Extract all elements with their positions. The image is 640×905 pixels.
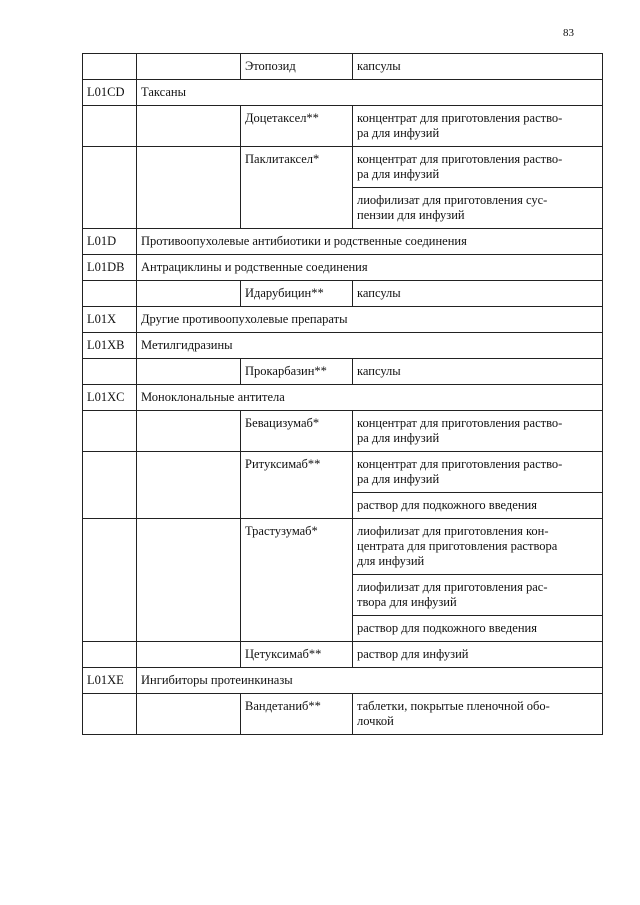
code-cell bbox=[83, 281, 137, 307]
code-cell bbox=[83, 519, 137, 642]
drug-name: Идарубицин** bbox=[241, 281, 353, 307]
group-cell bbox=[137, 519, 241, 642]
code-cell bbox=[83, 54, 137, 80]
group-cell bbox=[137, 642, 241, 668]
drug-name: Прокарбазин** bbox=[241, 359, 353, 385]
atc-code: L01DB bbox=[83, 255, 137, 281]
drug-name: Ритуксимаб** bbox=[241, 452, 353, 519]
drug-name: Этопозид bbox=[241, 54, 353, 80]
group-cell bbox=[137, 147, 241, 229]
atc-code: L01XE bbox=[83, 668, 137, 694]
code-cell bbox=[83, 642, 137, 668]
code-cell bbox=[83, 694, 137, 735]
group-cell bbox=[137, 54, 241, 80]
dosage-form: концентрат для приготовления раство- ра для инфузий bbox=[353, 147, 603, 188]
atc-code: L01X bbox=[83, 307, 137, 333]
dosage-form: концентрат для приготовления раство- ра для инфузий bbox=[353, 411, 603, 452]
code-cell bbox=[83, 147, 137, 229]
dosage-form: капсулы bbox=[353, 359, 603, 385]
table-row bbox=[83, 54, 603, 80]
drug-name: Трастузумаб* bbox=[241, 519, 353, 642]
drug-name: Бевацизумаб* bbox=[241, 411, 353, 452]
table-row bbox=[83, 147, 603, 188]
drug-name: Доцетаксел** bbox=[241, 106, 353, 147]
group-title: Антрациклины и родственные соединения bbox=[137, 255, 603, 281]
table-row bbox=[83, 255, 603, 281]
atc-code: L01CD bbox=[83, 80, 137, 106]
drug-name: Паклитаксел* bbox=[241, 147, 353, 229]
atc-code: L01D bbox=[83, 229, 137, 255]
group-title: Другие противоопухолевые препараты bbox=[137, 307, 603, 333]
dosage-form: концентрат для приготовления раство- ра для инфузий bbox=[353, 106, 603, 147]
table-row bbox=[83, 642, 603, 668]
dosage-form: раствор для подкожного введения bbox=[353, 493, 603, 519]
table-row bbox=[83, 229, 603, 255]
code-cell bbox=[83, 452, 137, 519]
table-row bbox=[83, 519, 603, 575]
group-cell bbox=[137, 106, 241, 147]
group-title: Противоопухолевые антибиотики и родственные соединения bbox=[137, 229, 603, 255]
dosage-form: капсулы bbox=[353, 281, 603, 307]
table-row bbox=[83, 694, 603, 735]
table-row bbox=[83, 307, 603, 333]
drug-table bbox=[82, 53, 603, 735]
dosage-form: капсулы bbox=[353, 54, 603, 80]
drug-name: Цетуксимаб** bbox=[241, 642, 353, 668]
dosage-form: концентрат для приготовления раство- ра для инфузий bbox=[353, 452, 603, 493]
dosage-form: раствор для подкожного введения bbox=[353, 616, 603, 642]
group-title: Метилгидразины bbox=[137, 333, 603, 359]
table-row bbox=[83, 668, 603, 694]
drug-name: Вандетаниб** bbox=[241, 694, 353, 735]
atc-code: L01XC bbox=[83, 385, 137, 411]
table-row bbox=[83, 281, 603, 307]
dosage-form: раствор для инфузий bbox=[353, 642, 603, 668]
group-cell bbox=[137, 694, 241, 735]
dosage-form: лиофилизат для приготовления кон- центрата для приготовления раствора для инфузий bbox=[353, 519, 603, 575]
table-row bbox=[83, 385, 603, 411]
table-row bbox=[83, 411, 603, 452]
group-cell bbox=[137, 281, 241, 307]
group-cell bbox=[137, 359, 241, 385]
dosage-form: лиофилизат для приготовления рас- твора для инфузий bbox=[353, 575, 603, 616]
code-cell bbox=[83, 106, 137, 147]
page-number: 83 bbox=[563, 27, 574, 39]
table-row bbox=[83, 333, 603, 359]
table-row bbox=[83, 359, 603, 385]
table-row bbox=[83, 452, 603, 493]
code-cell bbox=[83, 359, 137, 385]
group-title: Моноклональные антитела bbox=[137, 385, 603, 411]
table-row bbox=[83, 106, 603, 147]
table-row bbox=[83, 80, 603, 106]
group-title: Ингибиторы протеинкиназы bbox=[137, 668, 603, 694]
dosage-form: таблетки, покрытые пленочной обо- лочкой bbox=[353, 694, 603, 735]
group-title: Таксаны bbox=[137, 80, 603, 106]
code-cell bbox=[83, 411, 137, 452]
dosage-form: лиофилизат для приготовления сус- пензии для инфузий bbox=[353, 188, 603, 229]
group-cell bbox=[137, 452, 241, 519]
group-cell bbox=[137, 411, 241, 452]
atc-code: L01XB bbox=[83, 333, 137, 359]
